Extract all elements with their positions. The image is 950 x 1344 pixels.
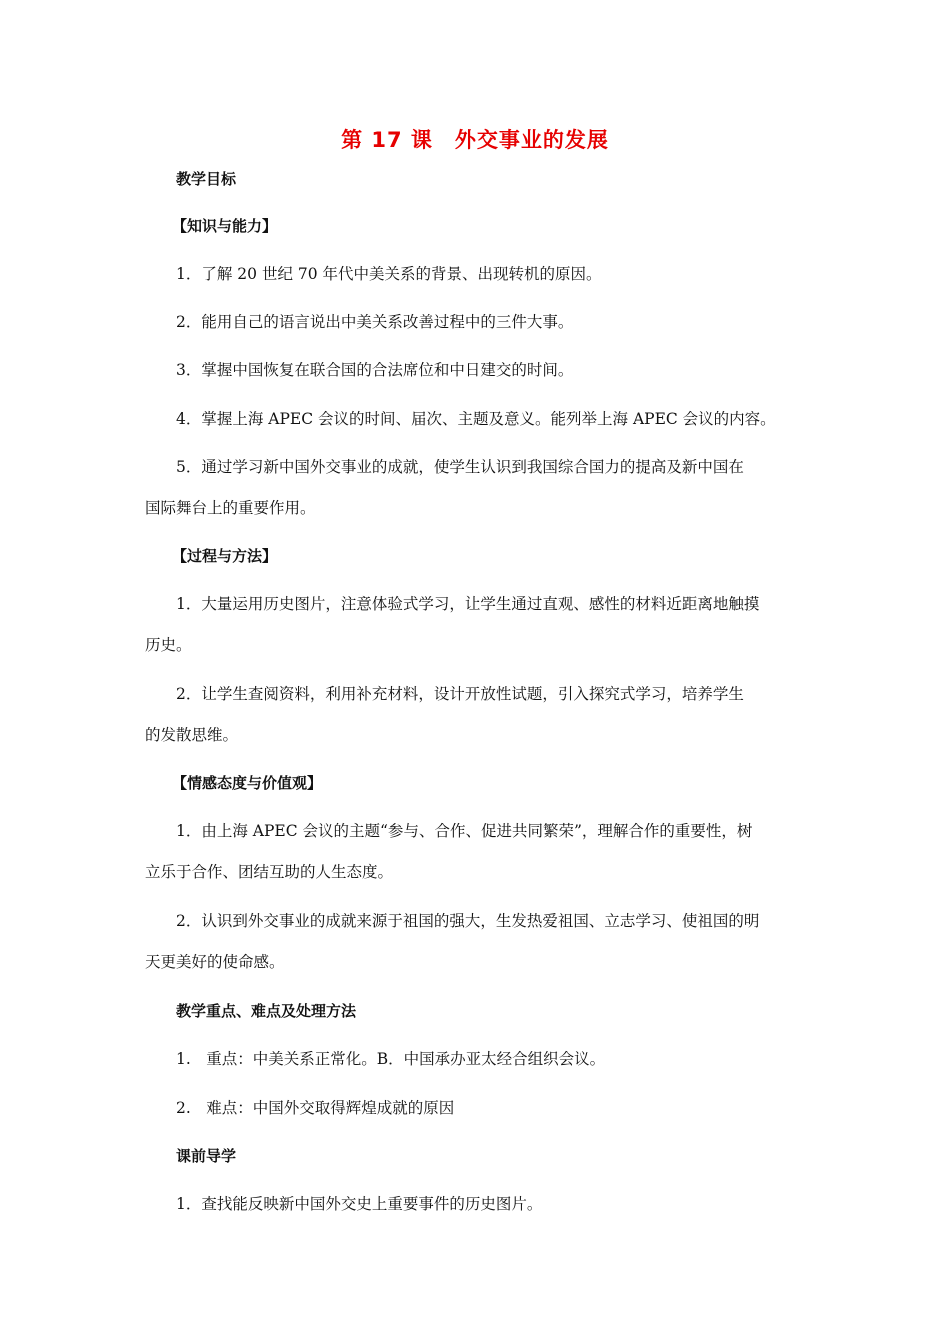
emotion-item-1-line-2: 立乐于合作、团结互助的人生态度。 — [145, 863, 394, 881]
process-item-1-line-2: 历史。 — [145, 636, 192, 654]
knowledge-item-5-line-2: 国际舞台上的重要作用。 — [145, 499, 316, 517]
page-title: 第 17 课 外交事业的发展 — [341, 128, 609, 152]
emotion-item-2-line-1: 2．认识到外交事业的成就来源于祖国的强大，生发热爱祖国、立志学习、使祖国的明 — [176, 912, 760, 930]
keypoint-item-1: 1. 重点：中美关系正常化。B．中国承办亚太经合组织会议。 — [176, 1050, 606, 1068]
emotion-item-1-line-1: 1．由上海 APEC 会议的主题“参与、合作、促进共同繁荣”，理解合作的重要性，树 — [176, 822, 753, 840]
keypoint-item-2: 2. 难点：中国外交取得辉煌成就的原因 — [176, 1099, 455, 1117]
knowledge-item-2: 2．能用自己的语言说出中美关系改善过程中的三件大事。 — [176, 313, 574, 331]
process-heading: 【过程与方法】 — [172, 547, 278, 565]
knowledge-item-5-line-1: 5．通过学习新中国外交事业的成就，使学生认识到我国综合国力的提高及新中国在 — [176, 458, 744, 476]
process-item-1-line-1: 1．大量运用历史图片，注意体验式学习，让学生通过直观、感性的材料近距离地触摸 — [176, 595, 760, 613]
preview-heading: 课前导学 — [176, 1147, 237, 1165]
knowledge-item-3: 3．掌握中国恢复在联合国的合法席位和中日建交的时间。 — [176, 361, 574, 379]
emotion-heading: 【情感态度与价值观】 — [172, 774, 323, 792]
process-item-2-line-2: 的发散思维。 — [145, 726, 239, 744]
preview-item-1: 1．查找能反映新中国外交史上重要事件的历史图片。 — [176, 1195, 543, 1213]
keypoints-heading: 教学重点、难点及处理方法 — [176, 1002, 357, 1020]
objectives-heading: 教学目标 — [176, 170, 237, 188]
emotion-item-2-line-2: 天更美好的使命感。 — [145, 953, 285, 971]
process-item-2-line-1: 2．让学生查阅资料，利用补充材料，设计开放性试题，引入探究式学习，培养学生 — [176, 685, 744, 703]
knowledge-item-1: 1．了解 20 世纪 70 年代中美关系的背景、出现转机的原因。 — [176, 265, 602, 283]
knowledge-item-4: 4．掌握上海 APEC 会议的时间、届次、主题及意义。能列举上海 APEC 会议的内容。 — [176, 410, 776, 428]
knowledge-heading: 【知识与能力】 — [172, 217, 278, 235]
